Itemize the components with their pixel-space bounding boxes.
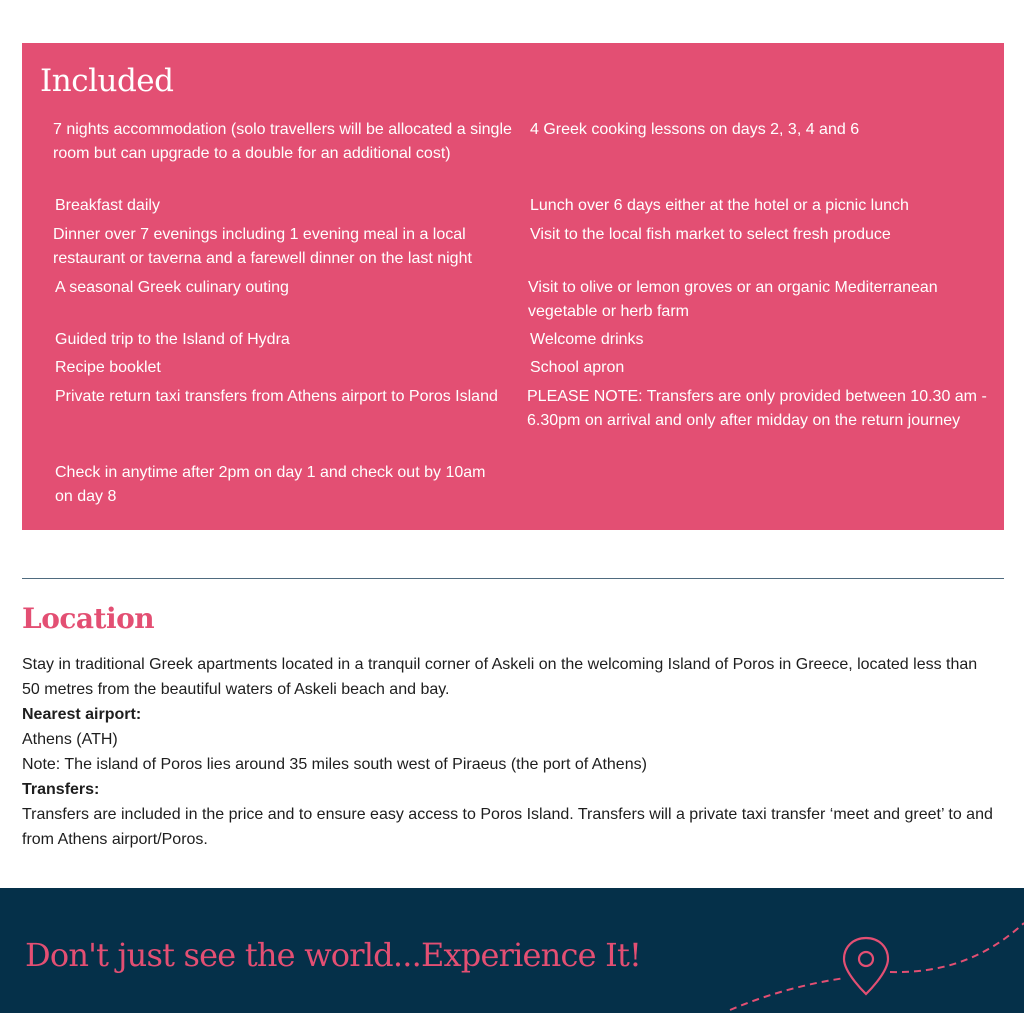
included-item: Visit to the local fish market to select fresh produce	[530, 226, 891, 243]
airport-value: Athens (ATH)	[22, 731, 118, 748]
route-decoration	[720, 908, 1024, 1013]
included-title: Included	[40, 63, 174, 99]
included-item: Private return taxi transfers from Athens airport to Poros Island	[55, 388, 498, 405]
map-pin-icon	[844, 938, 888, 994]
included-item: PLEASE NOTE: Transfers are only provided between 10.30 am - 6.30pm on arrival and only after midday on the return journey	[527, 388, 987, 429]
included-item: Recipe booklet	[55, 359, 161, 376]
included-item: 4 Greek cooking lessons on days 2, 3, 4 and 6	[530, 121, 860, 138]
included-item: Breakfast daily	[55, 197, 160, 214]
location-description: Stay in traditional Greek apartments located in a tranquil corner of Askeli on the welcoming Island of Poros in Greece, located less than 50 metres from the beautiful waters of Askeli beach and bay.	[22, 656, 978, 698]
footer-banner	[0, 888, 1024, 1013]
included-item: Lunch over 6 days either at the hotel or a picnic lunch	[530, 197, 909, 214]
included-item: Dinner over 7 evenings including 1 evening meal in a local restaurant or taverna and a farewell dinner on the last night	[53, 226, 472, 267]
included-item: 7 nights accommodation (solo travellers will be allocated a single room but can upgrade to a double for an additional cost)	[53, 121, 512, 162]
included-item: Welcome drinks	[530, 331, 644, 348]
location-body	[22, 652, 997, 852]
included-item: Visit to olive or lemon groves or an organic Mediterranean vegetable or herb farm	[528, 279, 938, 320]
included-item: Check in anytime after 2pm on day 1 and check out by 10am on day 8	[55, 464, 486, 505]
airport-heading: Nearest airport:	[22, 706, 142, 723]
route-line-left	[730, 978, 845, 1010]
location-title: Location	[22, 602, 155, 635]
section-divider	[22, 578, 1004, 579]
included-item: Guided trip to the Island of Hydra	[55, 331, 290, 348]
included-section	[22, 43, 1004, 530]
transfers-text: Transfers are included in the price and to ensure easy access to Poros Island. Transfers will a private taxi transfer ‘meet and greet’ to and from Athens airport/Poros.	[22, 806, 993, 848]
footer-tagline: Don't just see the world...Experience It!	[25, 936, 642, 974]
transfers-heading: Transfers:	[22, 781, 100, 798]
route-line-right	[890, 923, 1024, 972]
included-item: School apron	[530, 359, 625, 376]
included-item: A seasonal Greek culinary outing	[55, 279, 289, 296]
location-note: Note: The island of Poros lies around 35 miles south west of Piraeus (the port of Athens)	[22, 756, 647, 773]
